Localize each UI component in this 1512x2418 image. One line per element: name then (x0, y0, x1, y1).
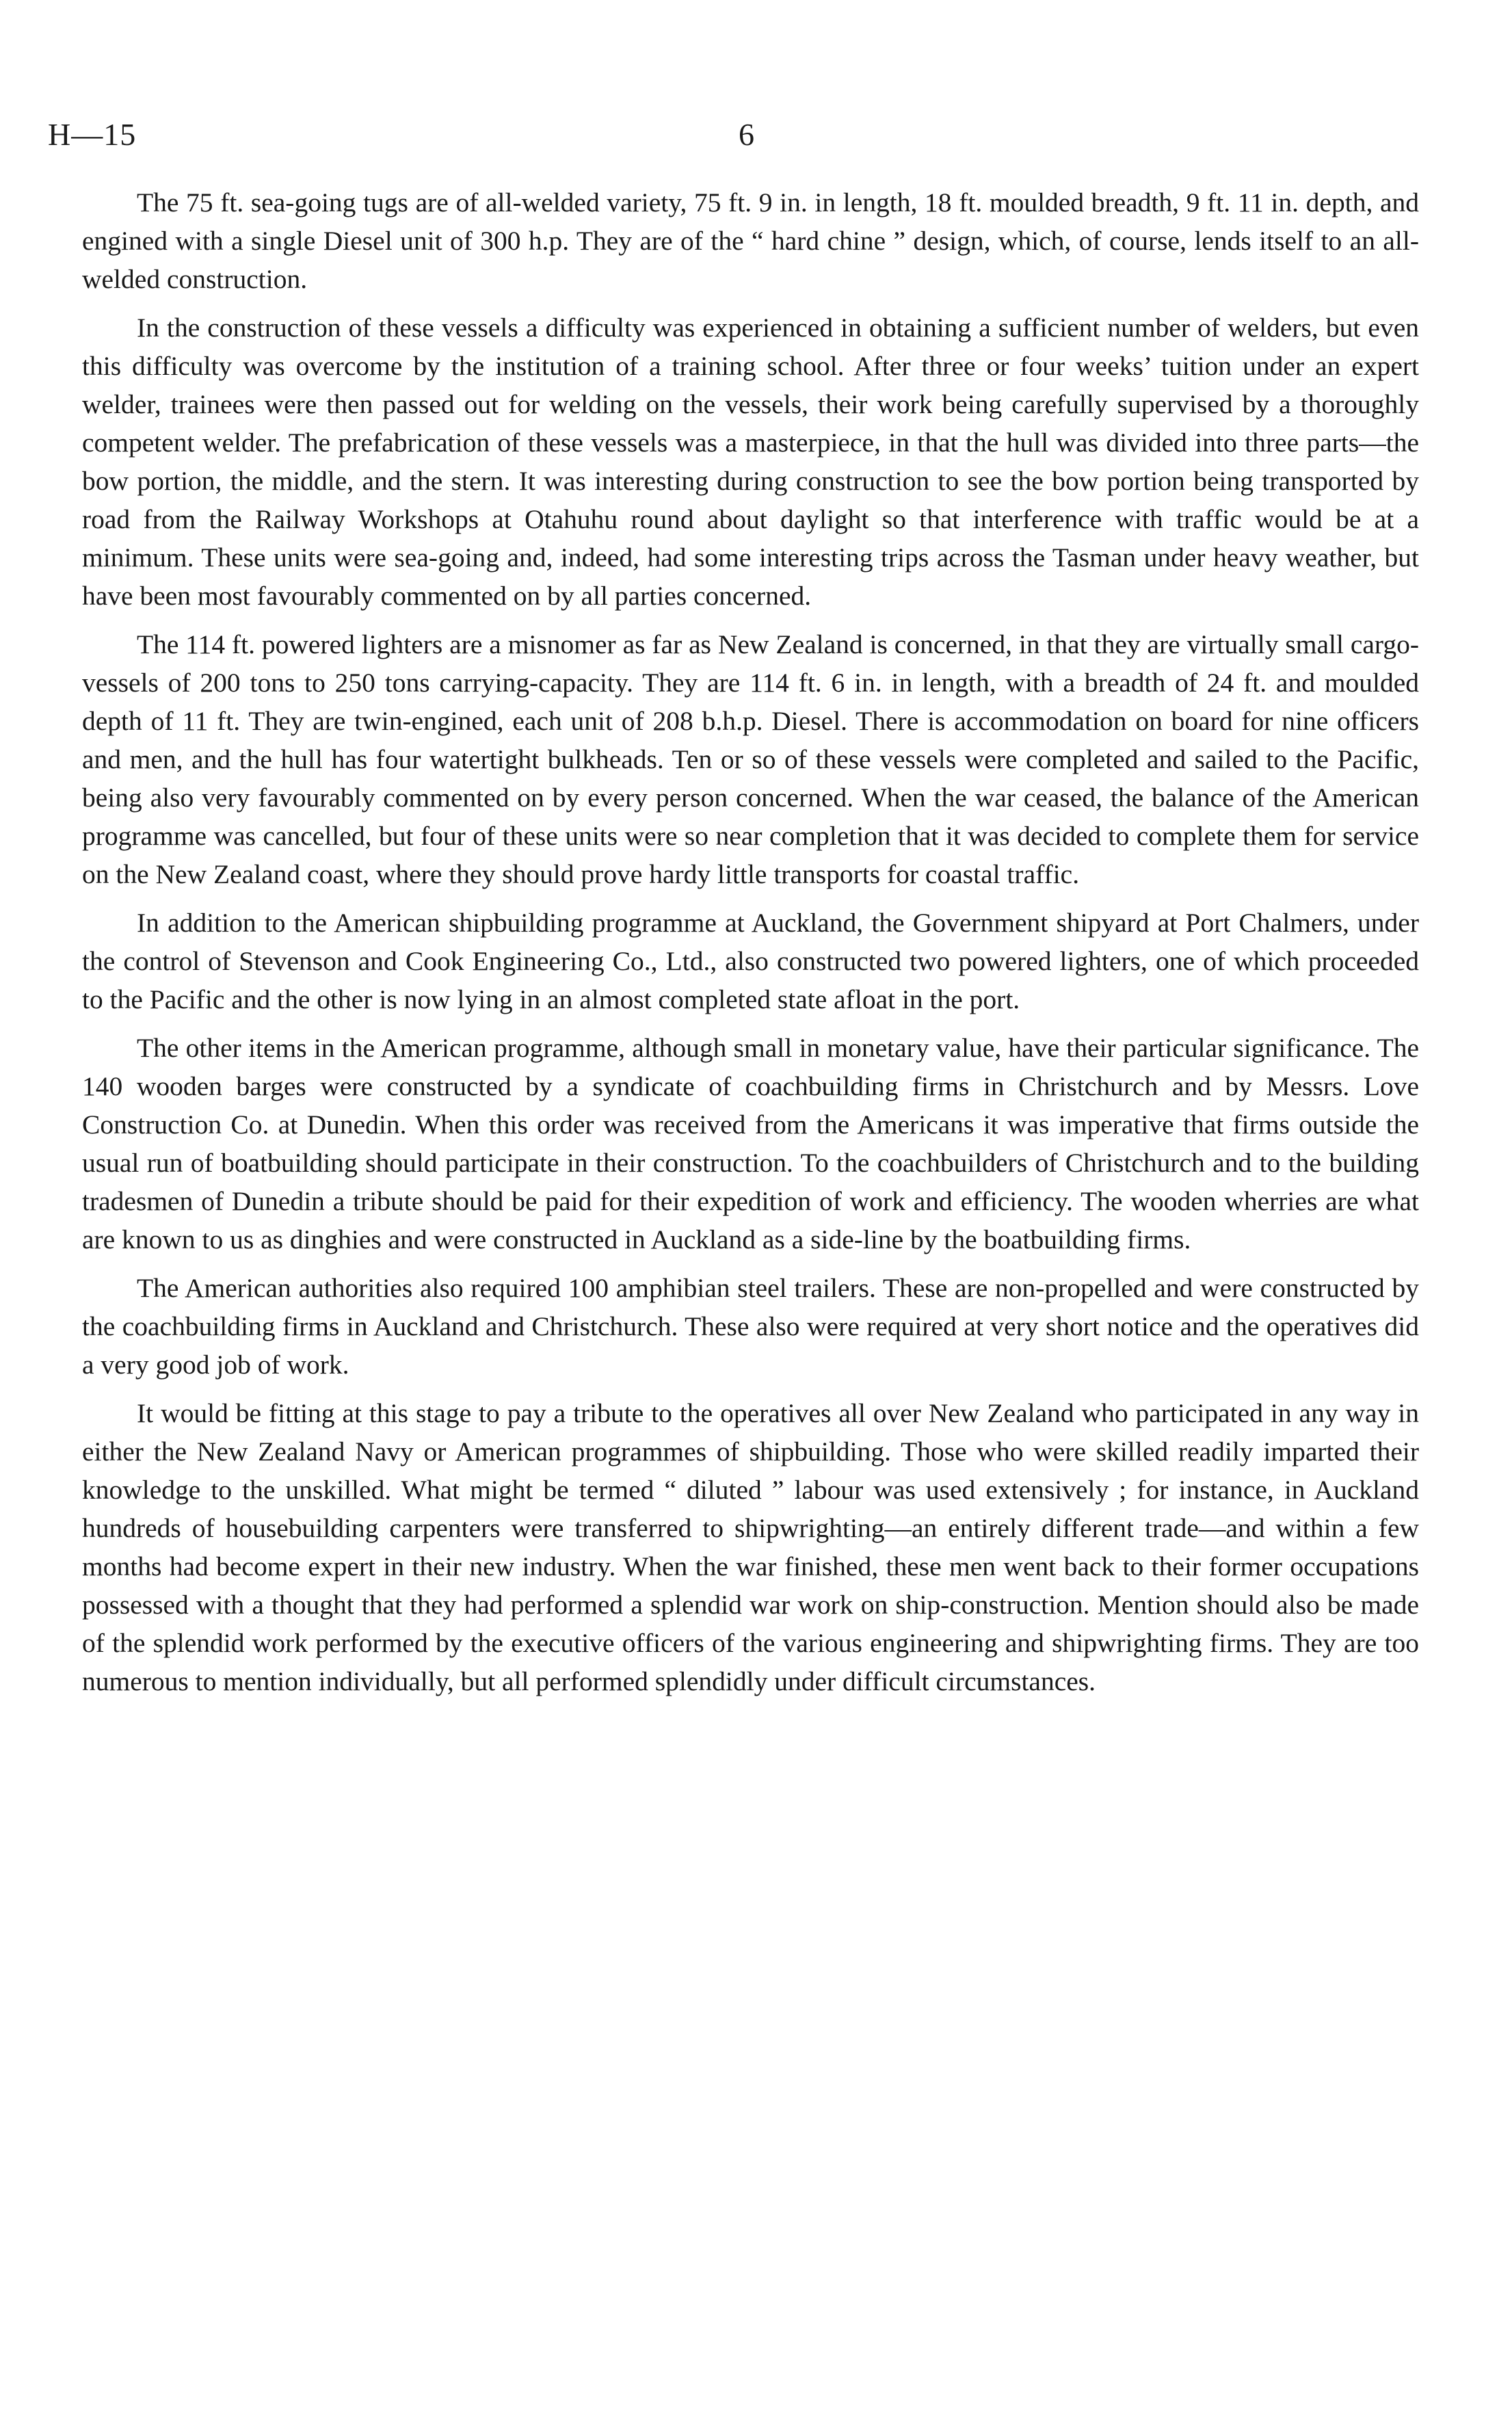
paragraph-powered-lighters: The 114 ft. powered lighters are a misnomer as far as New Zealand is concerned, in that they are virtually small cargo-vessels of 200 tons to 250 tons carrying-capacity. They are 114 ft. 6 in. in length, with a breadth of 24 ft. and moulded depth of 11 ft. They are twin-engined, each unit of 208 b.h.p. Diesel. There is accommodation on board for nine officers and men, and the hull has four watertight bulkheads. Ten or so of these vessels were completed and sailed to the Pacific, being also very favourably commented on by every person concerned. When the war ceased, the balance of the American programme was cancelled, but four of these units were so near completion that it was decided to complete them for service on the New Zealand coast, where they should prove hardy little transports for coastal traffic. (82, 629, 1419, 889)
page-header (48, 116, 1463, 157)
paragraph-tribute: It would be fitting at this stage to pay a tribute to the operatives all over New Zealand who participated in any way in either the New Zealand Navy or American programmes of shipbuilding. Those who were skilled readily imparted their knowledge to the unskilled. What might be termed “ diluted ” labour was used extensively ; for instance, in Auckland hundreds of housebuilding carpenters were transferred to shipwrighting—an entirely different trade—and within a few months had become expert in their new industry. When the war finished, these men went back to their former occupations possessed with a thought that they had performed a splendid war work on ship-construction. Mention should also be made of the splendid work performed by the executive officers of the various engineering and shipwrighting firms. They are too numerous to mention individually, but all performed splendidly under difficult circumstances. (82, 1398, 1419, 1696)
paragraph-wooden-barges: The other items in the American programme, although small in monetary value, have their particular significance. The 140 wooden barges were constructed by a syndicate of coachbuilding firms in Christchurch and by Messrs. Love Construction Co. at Dunedin. When this order was received from the Americans it was imperative that firms outside the usual run of boatbuilding should participate in their construction. To the coachbuilders of Christchurch and to the building tradesmen of Dunedin a tribute should be paid for their expedition of work and efficiency. The wooden wherries are what are known to us as dinghies and were constructed in Auckland as a side-line by the boatbuilding firms. (82, 1033, 1419, 1254)
body-text (82, 183, 1419, 1711)
paragraph-port-chalmers: In addition to the American shipbuilding programme at Auckland, the Government shipyard at Port Chalmers, under the control of Stevenson and Cook Engineering Co., Ltd., also constructed two powered lighters, one of which proceeded to the Pacific and the other is now lying in an almost completed state afloat in the port. (82, 908, 1419, 1014)
paragraph-welders: In the construction of these vessels a difficulty was experienced in obtaining a sufficient number of welders, but even this difficulty was overcome by the institution of a training school. After three or four weeks’ tuition under an expert welder, trainees were then passed out for welding on the vessels, their work being carefully supervised by a thoroughly competent welder. The prefabrication of these vessels was a masterpiece, in that the hull was divided into three parts—the bow portion, the middle, and the stern. It was interesting during construction to see the bow portion being transported by road from the Railway Workshops at Otahuhu round about daylight so that interference with traffic would be at a minimum. These units were sea-going and, indeed, had some interesting trips across the Tasman under heavy weather, but have been most favourably commented on by all parties concerned. (82, 313, 1419, 611)
page-number: 6 (739, 117, 754, 152)
paragraph-steel-trailers: The American authorities also required 100 amphibian steel trailers. These are non-propelled and were constructed by the coachbuilding firms in Auckland and Christchurch. These also were required at very short notice and the operatives did a very good job of work. (82, 1273, 1419, 1380)
document-reference: H—15 (48, 117, 137, 152)
paragraph-tugs: The 75 ft. sea-going tugs are of all-welded variety, 75 ft. 9 in. in length, 18 ft. moulded breadth, 9 ft. 11 in. depth, and engined with a single Diesel unit of 300 h.p. They are of the “ hard chine ” design, which, of course, lends itself to an all-welded construction. (82, 187, 1419, 294)
